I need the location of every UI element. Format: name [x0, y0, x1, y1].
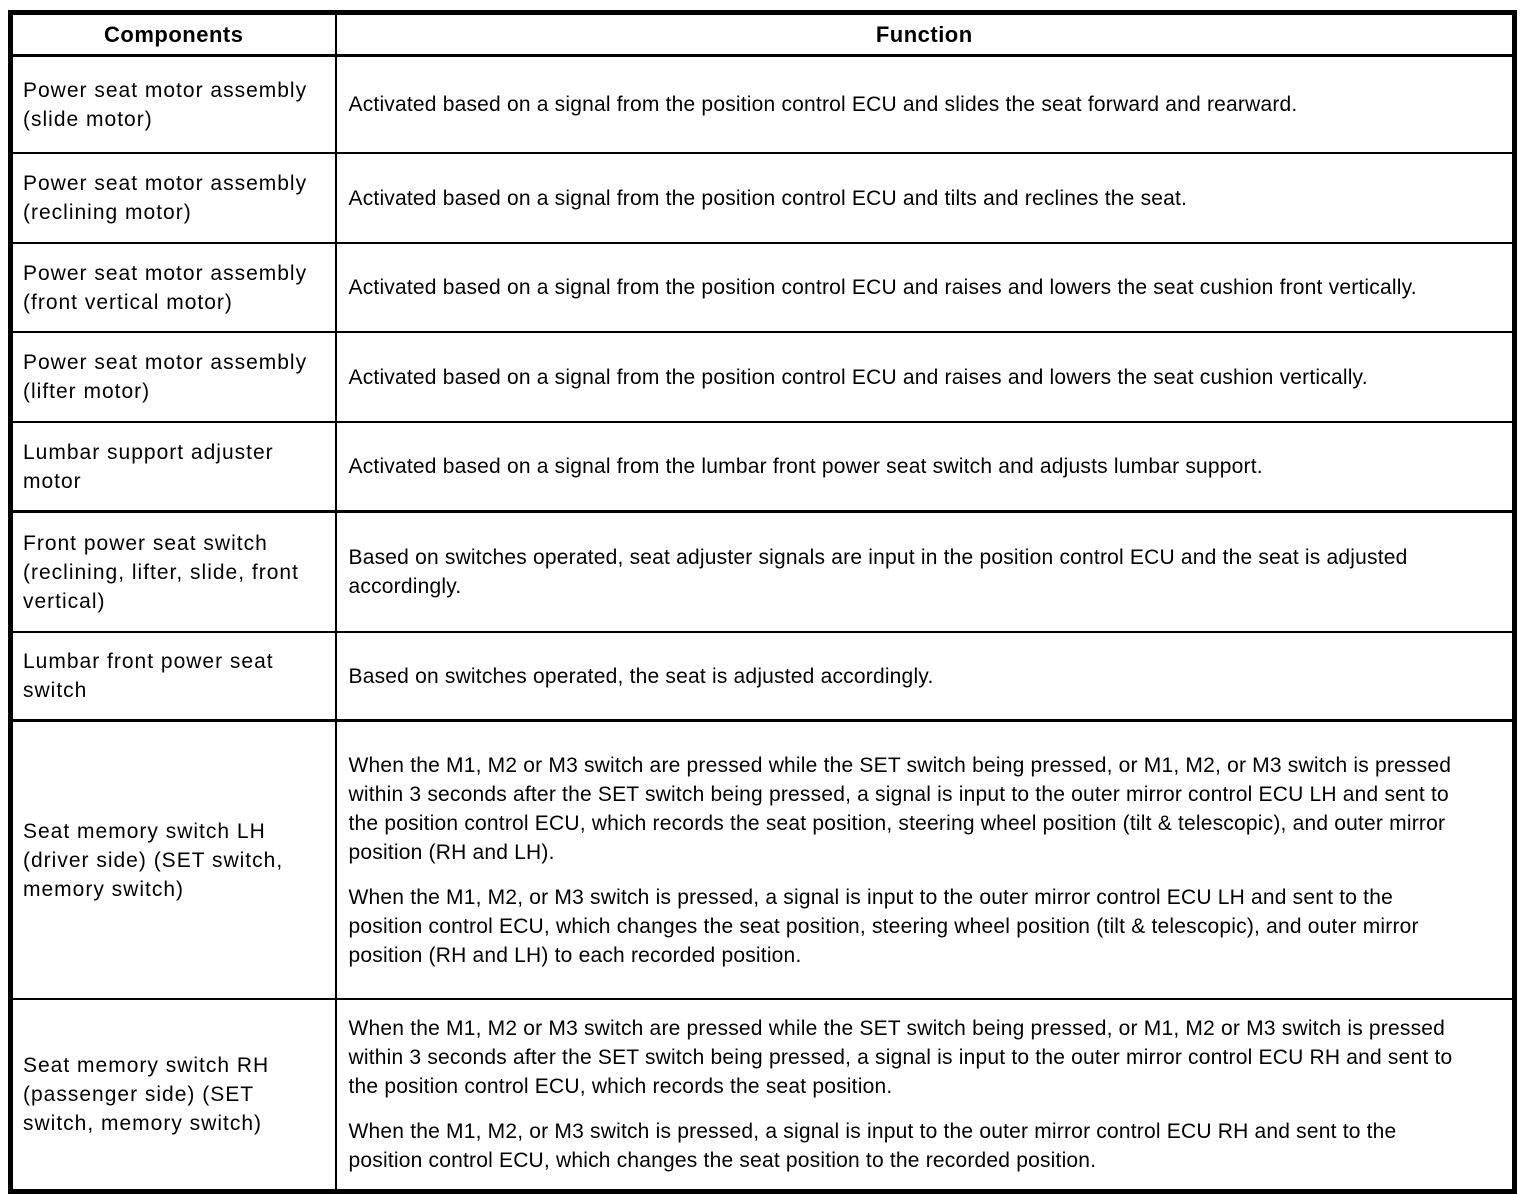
function-column-header: Function	[336, 13, 1515, 56]
function-cell	[336, 153, 1515, 243]
table-row	[11, 512, 1515, 633]
function-paragraph: Activated based on a signal from the position control ECU and raises and lowers the seat cushion front vertically.	[348, 276, 1417, 299]
table-row	[11, 721, 1515, 1000]
header-row	[11, 13, 1515, 56]
component-cell: Power seat motor assembly (front vertical motor)	[11, 243, 336, 332]
component-cell: Power seat motor assembly (slide motor)	[11, 56, 336, 154]
function-paragraph: When the M1, M2 or M3 switch are pressed while the SET switch being pressed, or M1, M2, or M3 switch is pressed within 3 seconds after the SET switch being pressed, a signal is input to the outer mirror control ECU LH and sent to the position control ECU, which records the seat position, steering wheel position (tilt & telescopic), and outer mirror position (RH and LH).	[348, 753, 1452, 864]
function-cell	[336, 243, 1515, 332]
function-paragraph: Based on switches operated, seat adjuster signals are input in the position control ECU and the seat is adjusted accordingly.	[348, 546, 1408, 598]
table-row	[11, 56, 1515, 154]
table-row	[11, 632, 1515, 721]
function-paragraph: When the M1, M2, or M3 switch is pressed, a signal is input to the outer mirror control ECU LH and sent to the position control ECU, which changes the seat position, steering wheel position (tilt & telescopic), and outer mirror position (RH and LH) to each recorded position.	[348, 885, 1419, 967]
table-body	[11, 56, 1515, 1192]
function-paragraph: Activated based on a signal from the position control ECU and tilts and reclines the seat.	[348, 186, 1188, 210]
function-cell	[336, 632, 1515, 721]
function-cell	[336, 56, 1515, 154]
table-header	[11, 13, 1515, 56]
function-paragraph: Activated based on a signal from the position control ECU and slides the seat forward and rearward.	[348, 93, 1298, 116]
function-paragraph: Activated based on a signal from the position control ECU and raises and lowers the seat cushion vertically.	[348, 365, 1368, 389]
function-cell	[336, 999, 1515, 1192]
component-cell: Power seat motor assembly (reclining motor)	[11, 153, 336, 243]
function-cell	[336, 721, 1515, 1000]
function-paragraph: Based on switches operated, the seat is adjusted accordingly.	[348, 664, 934, 688]
function-paragraph: When the M1, M2, or M3 switch is pressed, a signal is input to the outer mirror control ECU RH and sent to the position control ECU, which changes the seat position to the recorded position.	[348, 1120, 1397, 1172]
component-cell: Seat memory switch RH (passenger side) (SET switch, memory switch)	[11, 999, 336, 1192]
components-function-table	[8, 10, 1517, 1194]
function-paragraph: Activated based on a signal from the lumbar front power seat switch and adjusts lumbar support.	[348, 455, 1263, 478]
component-cell: Lumbar support adjuster motor	[11, 422, 336, 512]
function-cell	[336, 512, 1515, 633]
component-cell: Seat memory switch LH (driver side) (SET switch, memory switch)	[11, 721, 336, 1000]
table-row	[11, 332, 1515, 422]
component-cell: Power seat motor assembly (lifter motor)	[11, 332, 336, 422]
component-cell: Lumbar front power seat switch	[11, 632, 336, 721]
table-row	[11, 422, 1515, 512]
table-row	[11, 243, 1515, 332]
table-row	[11, 153, 1515, 243]
function-cell	[336, 422, 1515, 512]
table-row	[11, 999, 1515, 1192]
function-cell	[336, 332, 1515, 422]
function-paragraph: When the M1, M2 or M3 switch are pressed while the SET switch being pressed, or M1, M2 or M3 switch is pressed within 3 seconds after the SET switch being pressed, a signal is input to the outer mirror control ECU RH and sent to the position control ECU, which records the seat position.	[348, 1017, 1453, 1098]
component-cell: Front power seat switch (reclining, lifter, slide, front vertical)	[11, 512, 336, 633]
components-column-header: Components	[11, 13, 336, 56]
